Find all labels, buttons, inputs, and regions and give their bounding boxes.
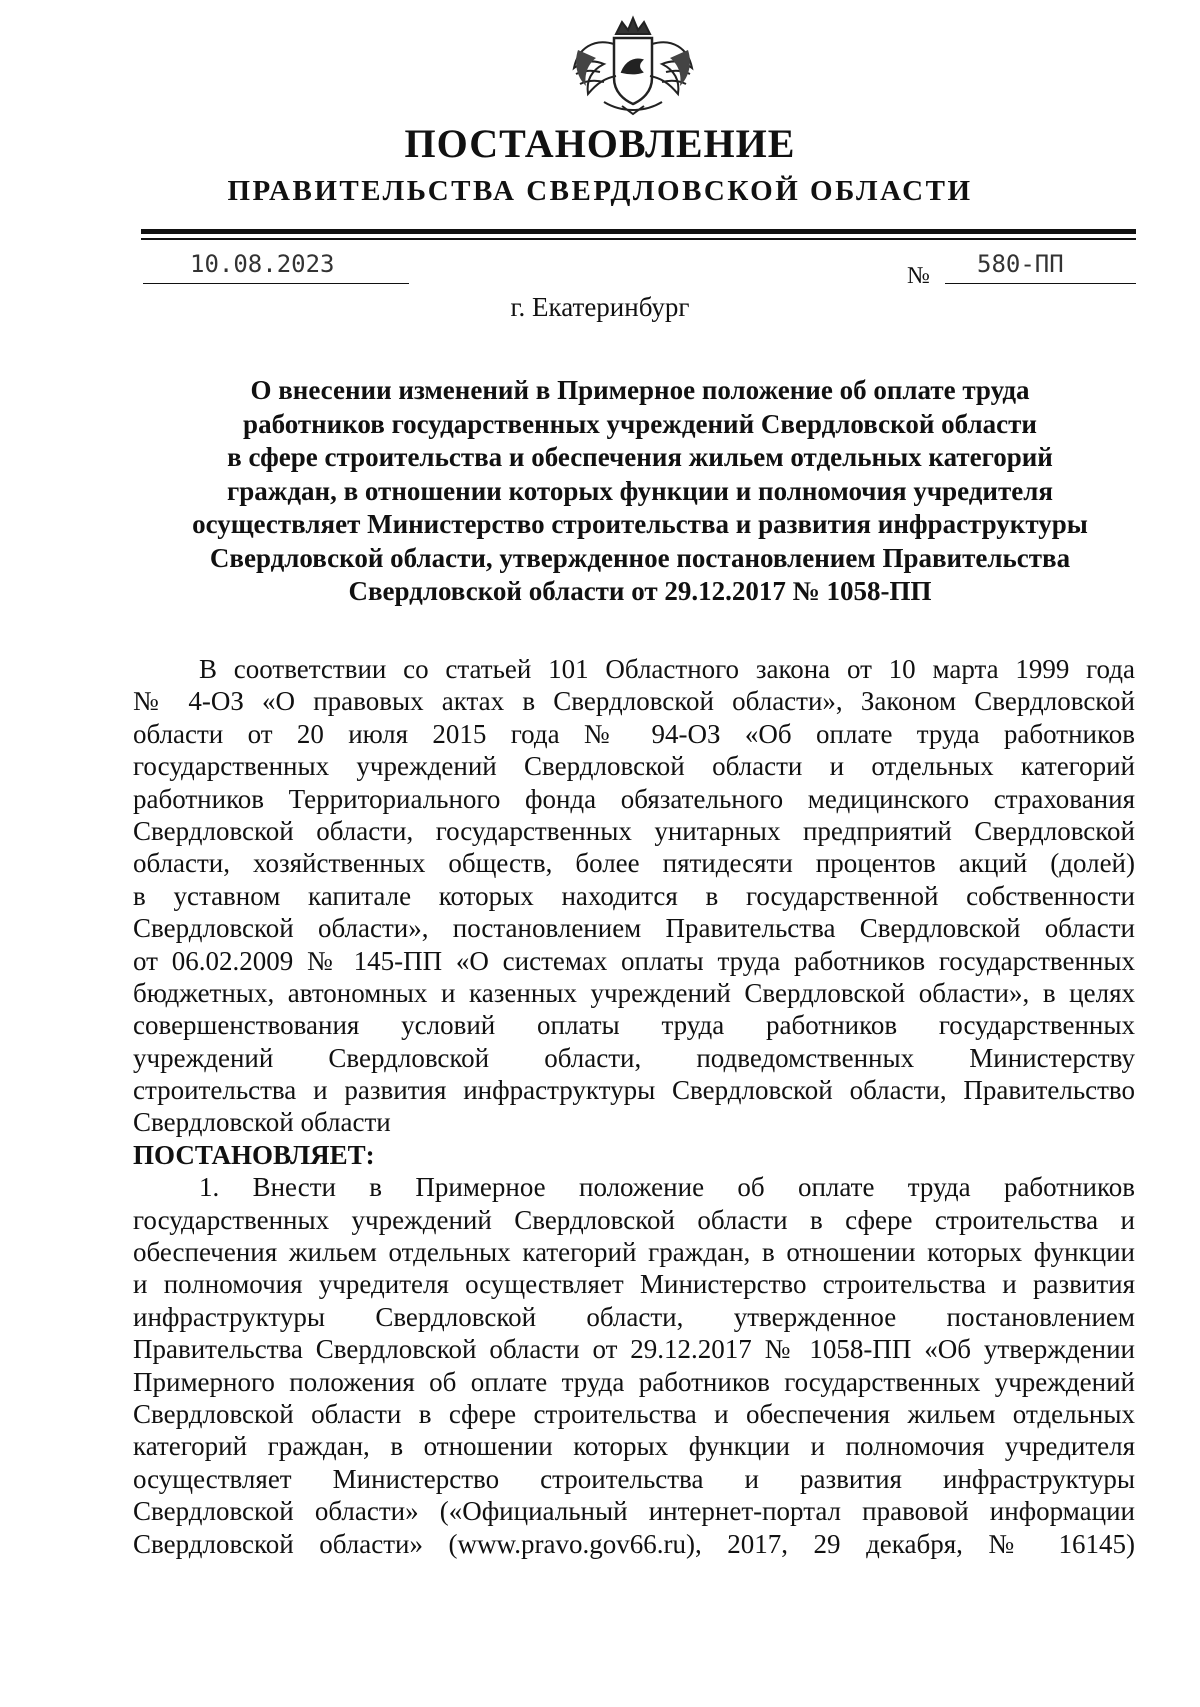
preamble-line: Свердловской области», постановлением Правительства Свердловской области (133, 913, 1135, 944)
preamble-line: Свердловской области, государственных унитарных предприятий Свердловской (133, 815, 1135, 846)
preamble-line: области, хозяйственных обществ, более пятидесяти процентов акций (долей) (133, 848, 1135, 879)
title-line: Свердловской области от 29.12.2017 № 1058-ПП (348, 576, 932, 606)
issuing-authority: ПРАВИТЕЛЬСТВА СВЕРДЛОВСКОЙ ОБЛАСТИ (227, 175, 973, 207)
date-underline (143, 283, 409, 284)
document-title (150, 374, 1130, 609)
title-line: Свердловской области, утвержденное постановлением Правительства (209, 542, 1071, 573)
title-line: О внесении изменений в Примерное положение об оплате труда (250, 375, 1030, 405)
item-1-line: Примерного положения об оплате труда работников государственных учреждений (133, 1366, 1135, 1397)
preamble-line: № 4-ОЗ «О правовых актах в Свердловской области», Законом Свердловской (133, 686, 1135, 717)
document-number: 580-ПП (977, 250, 1064, 278)
item-1-line: государственных учреждений Свердловской области в сфере строительства и (133, 1204, 1135, 1235)
header-rule-thick (141, 229, 1136, 234)
document-type: ПОСТАНОВЛЕНИЕ (404, 121, 796, 166)
item-1-line: инфраструктуры Свердловской области, утвержденное постановлением (133, 1301, 1135, 1332)
item-1-line: обеспечения жильем отдельных категорий граждан, в отношении которых функции (133, 1237, 1135, 1268)
item-1-line: Свердловской области» («Официальный интернет-портал правовой информации (133, 1496, 1135, 1527)
title-line: граждан, в отношении которых функции и полномочия учредителя (227, 475, 1053, 506)
item-1-line: категорий граждан, в отношении которых функции и полномочия учредителя (133, 1431, 1135, 1462)
resolves-heading: ПОСТАНОВЛЯЕТ: (133, 1139, 375, 1170)
item-1-line: Правительства Свердловской области от 29.12.2017 № 1058-ПП «Об утверждении (133, 1334, 1135, 1365)
preamble-line: области от 20 июля 2015 года № 94-ОЗ «Об оплате труда работников (133, 718, 1135, 749)
preamble-line: строительства и развития инфраструктуры Свердловской области, Правительство (133, 1075, 1135, 1106)
document-date: 10.08.2023 (190, 250, 335, 278)
city: г. Екатеринбург (510, 292, 690, 322)
number-sign: № (907, 263, 930, 289)
preamble-line: совершенствования условий оплаты труда работников государственных (133, 1010, 1135, 1041)
preamble-line: работников Территориального фонда обязательного медицинского страхования (133, 783, 1135, 814)
document-body (133, 653, 1135, 1560)
preamble-line: В соответствии со статьей 101 Областного закона от 10 марта 1999 года (199, 654, 1135, 684)
item-1-line: 1. Внести в Примерное положение об оплате труда работников (199, 1172, 1135, 1203)
header-rule-thin (141, 238, 1136, 240)
coat-of-arms-icon (564, 14, 702, 116)
item-1-line: и полномочия учредителя осуществляет Министерство строительства и развития (133, 1269, 1135, 1300)
preamble-line: от 06.02.2009 № 145-ПП «О системах оплаты труда работников государственных (133, 945, 1135, 976)
item-1-line: Свердловской области» (www.pravo.gov66.ru), 2017, 29 декабря, № 16145) (133, 1528, 1135, 1559)
preamble-line: в уставном капитале которых находится в государственной собственности (133, 880, 1135, 911)
number-underline (945, 283, 1136, 284)
item-1-line: осуществляет Министерство строительства и развития инфраструктуры (133, 1463, 1135, 1494)
preamble-line: учреждений Свердловской области, подведомственных Министерству (133, 1042, 1135, 1073)
preamble-line: бюджетных, автономных и казенных учреждений Свердловской области», в целях (133, 977, 1135, 1008)
preamble-line: государственных учреждений Свердловской области и отдельных категорий (133, 751, 1135, 782)
title-line: в сфере строительства и обеспечения жильем отдельных категорий (227, 442, 1053, 472)
preamble-line: Свердловской области (133, 1107, 391, 1138)
item-1-line: Свердловской области в сфере строительства и обеспечения жильем отдельных (133, 1398, 1135, 1429)
title-line: осуществляет Министерство строительства и развития инфраструктуры (192, 509, 1088, 539)
title-line: работников государственных учреждений Свердловской области (243, 408, 1037, 439)
